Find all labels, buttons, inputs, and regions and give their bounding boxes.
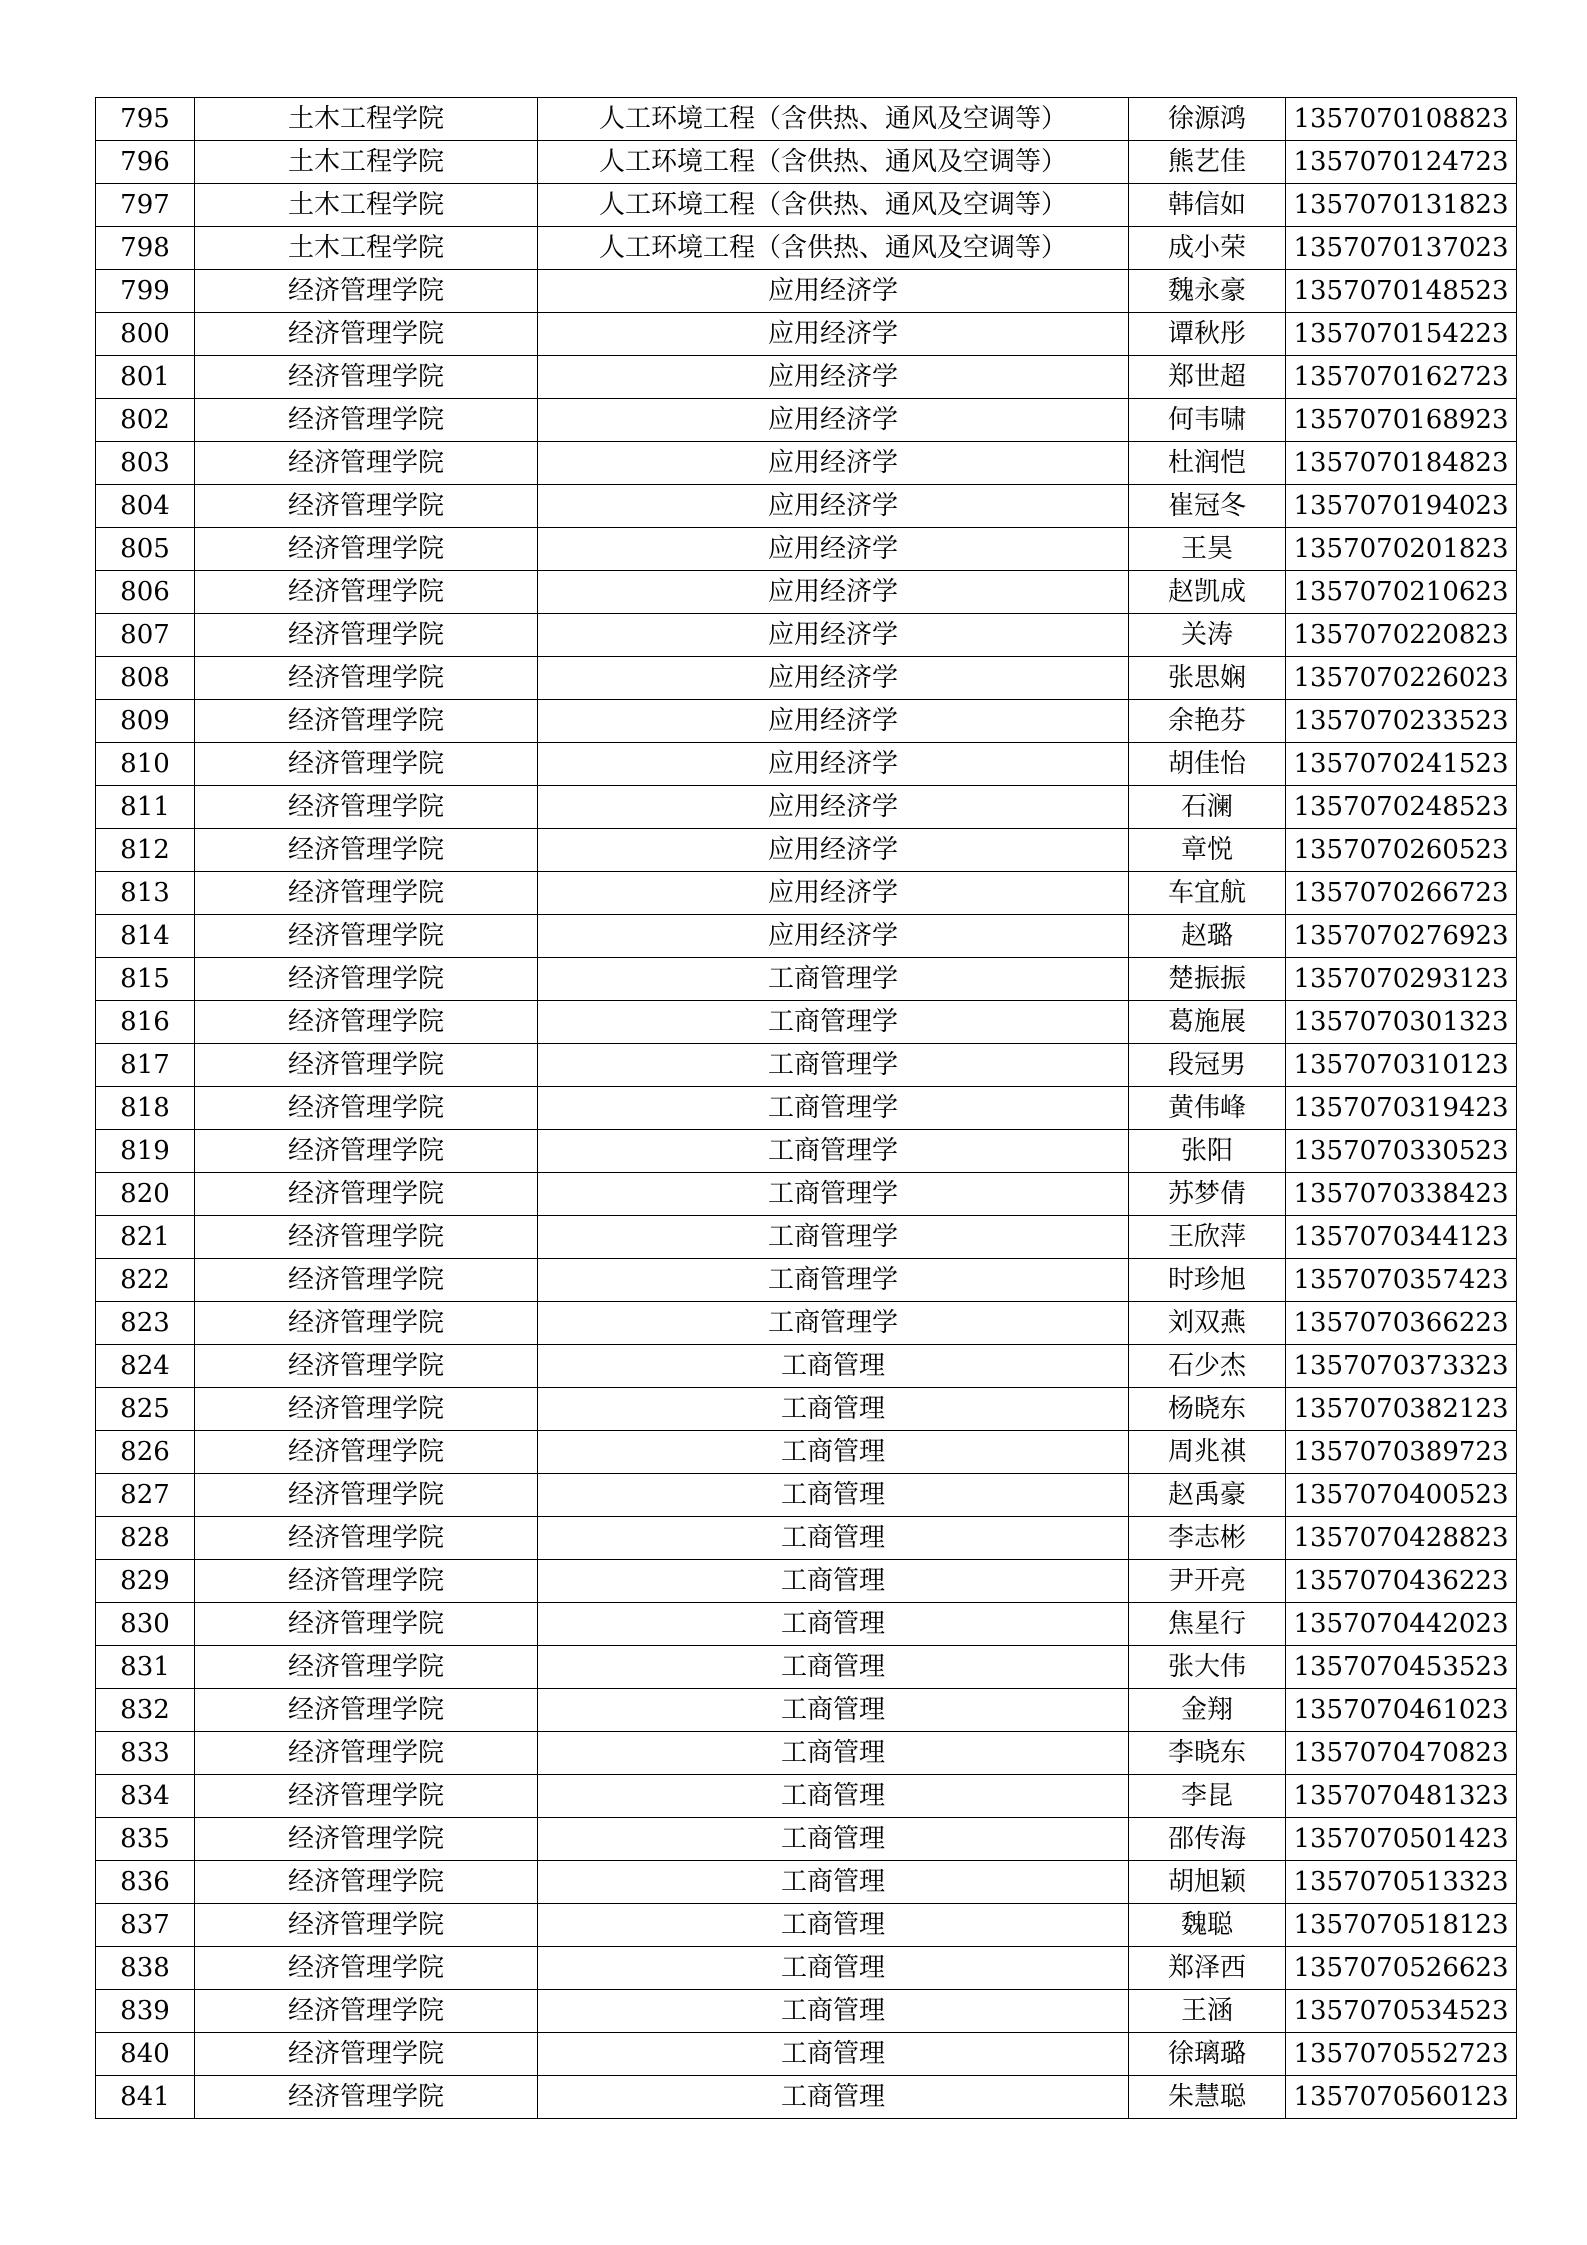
student-name-cell: 徐源鸿	[1129, 98, 1286, 141]
table-row	[96, 1775, 1517, 1818]
exam-number-cell: 1357070248523	[1286, 786, 1517, 829]
major-cell: 工商管理	[538, 2033, 1129, 2076]
row-number-cell: 802	[96, 399, 195, 442]
row-number-cell: 800	[96, 313, 195, 356]
table-row	[96, 2076, 1517, 2119]
exam-number-cell: 1357070310123	[1286, 1044, 1517, 1087]
college-cell: 经济管理学院	[195, 1302, 538, 1345]
row-number-cell: 808	[96, 657, 195, 700]
exam-number-cell: 1357070470823	[1286, 1732, 1517, 1775]
table-row	[96, 1259, 1517, 1302]
exam-number-cell: 1357070226023	[1286, 657, 1517, 700]
table-row	[96, 700, 1517, 743]
table-row	[96, 657, 1517, 700]
table-row	[96, 1517, 1517, 1560]
row-number-cell: 823	[96, 1302, 195, 1345]
table-row	[96, 1001, 1517, 1044]
row-number-cell: 820	[96, 1173, 195, 1216]
row-number-cell: 832	[96, 1689, 195, 1732]
major-cell: 人工环境工程（含供热、通风及空调等）	[538, 141, 1129, 184]
major-cell: 工商管理	[538, 1388, 1129, 1431]
major-cell: 应用经济学	[538, 700, 1129, 743]
major-cell: 工商管理学	[538, 1173, 1129, 1216]
row-number-cell: 796	[96, 141, 195, 184]
exam-number-cell: 1357070184823	[1286, 442, 1517, 485]
table-row	[96, 1732, 1517, 1775]
student-name-cell: 李志彬	[1129, 1517, 1286, 1560]
table-row	[96, 872, 1517, 915]
table-row	[96, 1990, 1517, 2033]
student-name-cell: 黄伟峰	[1129, 1087, 1286, 1130]
row-number-cell: 809	[96, 700, 195, 743]
exam-number-cell: 1357070400523	[1286, 1474, 1517, 1517]
exam-number-cell: 1357070131823	[1286, 184, 1517, 227]
major-cell: 应用经济学	[538, 270, 1129, 313]
row-number-cell: 798	[96, 227, 195, 270]
row-number-cell: 833	[96, 1732, 195, 1775]
major-cell: 工商管理	[538, 1947, 1129, 1990]
row-number-cell: 837	[96, 1904, 195, 1947]
student-name-cell: 段冠男	[1129, 1044, 1286, 1087]
major-cell: 应用经济学	[538, 786, 1129, 829]
table-row	[96, 1603, 1517, 1646]
table-row	[96, 1044, 1517, 1087]
row-number-cell: 830	[96, 1603, 195, 1646]
major-cell: 应用经济学	[538, 356, 1129, 399]
college-cell: 经济管理学院	[195, 1474, 538, 1517]
college-cell: 经济管理学院	[195, 1345, 538, 1388]
college-cell: 经济管理学院	[195, 1775, 538, 1818]
row-number-cell: 803	[96, 442, 195, 485]
student-name-cell: 徐璃璐	[1129, 2033, 1286, 2076]
table-row	[96, 958, 1517, 1001]
college-cell: 经济管理学院	[195, 1216, 538, 1259]
major-cell: 应用经济学	[538, 915, 1129, 958]
major-cell: 工商管理	[538, 1775, 1129, 1818]
student-name-cell: 成小荣	[1129, 227, 1286, 270]
college-cell: 经济管理学院	[195, 1818, 538, 1861]
table-row	[96, 614, 1517, 657]
row-number-cell: 815	[96, 958, 195, 1001]
exam-number-cell: 1357070148523	[1286, 270, 1517, 313]
row-number-cell: 831	[96, 1646, 195, 1689]
student-name-cell: 刘双燕	[1129, 1302, 1286, 1345]
exam-number-cell: 1357070436223	[1286, 1560, 1517, 1603]
college-cell: 经济管理学院	[195, 1646, 538, 1689]
student-name-cell: 赵璐	[1129, 915, 1286, 958]
college-cell: 经济管理学院	[195, 657, 538, 700]
exam-number-cell: 1357070124723	[1286, 141, 1517, 184]
college-cell: 经济管理学院	[195, 571, 538, 614]
student-name-cell: 章悦	[1129, 829, 1286, 872]
row-number-cell: 818	[96, 1087, 195, 1130]
student-name-cell: 赵禹豪	[1129, 1474, 1286, 1517]
student-name-cell: 赵凯成	[1129, 571, 1286, 614]
exam-number-cell: 1357070552723	[1286, 2033, 1517, 2076]
row-number-cell: 834	[96, 1775, 195, 1818]
college-cell: 经济管理学院	[195, 485, 538, 528]
exam-number-cell: 1357070108823	[1286, 98, 1517, 141]
college-cell: 经济管理学院	[195, 1130, 538, 1173]
major-cell: 应用经济学	[538, 872, 1129, 915]
exam-number-cell: 1357070481323	[1286, 1775, 1517, 1818]
student-name-cell: 金翔	[1129, 1689, 1286, 1732]
major-cell: 工商管理学	[538, 1130, 1129, 1173]
table-row	[96, 829, 1517, 872]
student-name-cell: 张思娴	[1129, 657, 1286, 700]
major-cell: 应用经济学	[538, 743, 1129, 786]
exam-number-cell: 1357070518123	[1286, 1904, 1517, 1947]
table-row	[96, 1388, 1517, 1431]
table-row	[96, 528, 1517, 571]
student-name-cell: 张阳	[1129, 1130, 1286, 1173]
table-row	[96, 2033, 1517, 2076]
major-cell: 工商管理学	[538, 1302, 1129, 1345]
student-name-cell: 车宜航	[1129, 872, 1286, 915]
table-row	[96, 1646, 1517, 1689]
table-row	[96, 141, 1517, 184]
major-cell: 工商管理学	[538, 1087, 1129, 1130]
student-name-cell: 楚振振	[1129, 958, 1286, 1001]
table-row	[96, 1947, 1517, 1990]
exam-number-cell: 1357070453523	[1286, 1646, 1517, 1689]
college-cell: 土木工程学院	[195, 184, 538, 227]
major-cell: 应用经济学	[538, 829, 1129, 872]
college-cell: 经济管理学院	[195, 528, 538, 571]
major-cell: 工商管理	[538, 2076, 1129, 2119]
exam-number-cell: 1357070373323	[1286, 1345, 1517, 1388]
student-name-cell: 关涛	[1129, 614, 1286, 657]
row-number-cell: 799	[96, 270, 195, 313]
student-name-cell: 王涵	[1129, 1990, 1286, 2033]
college-cell: 经济管理学院	[195, 1603, 538, 1646]
major-cell: 工商管理学	[538, 958, 1129, 1001]
exam-number-cell: 1357070168923	[1286, 399, 1517, 442]
student-name-cell: 韩信如	[1129, 184, 1286, 227]
exam-number-cell: 1357070319423	[1286, 1087, 1517, 1130]
college-cell: 经济管理学院	[195, 1173, 538, 1216]
student-name-cell: 焦星行	[1129, 1603, 1286, 1646]
admission-list-table	[95, 97, 1517, 2119]
exam-number-cell: 1357070534523	[1286, 1990, 1517, 2033]
major-cell: 工商管理	[538, 1560, 1129, 1603]
major-cell: 工商管理	[538, 1603, 1129, 1646]
exam-number-cell: 1357070461023	[1286, 1689, 1517, 1732]
table-row	[96, 1818, 1517, 1861]
college-cell: 经济管理学院	[195, 1947, 538, 1990]
row-number-cell: 841	[96, 2076, 195, 2119]
student-name-cell: 尹开亮	[1129, 1560, 1286, 1603]
college-cell: 经济管理学院	[195, 700, 538, 743]
student-name-cell: 朱慧聪	[1129, 2076, 1286, 2119]
major-cell: 工商管理学	[538, 1044, 1129, 1087]
major-cell: 应用经济学	[538, 313, 1129, 356]
row-number-cell: 806	[96, 571, 195, 614]
exam-number-cell: 1357070201823	[1286, 528, 1517, 571]
row-number-cell: 814	[96, 915, 195, 958]
college-cell: 经济管理学院	[195, 356, 538, 399]
college-cell: 经济管理学院	[195, 1861, 538, 1904]
table-row	[96, 1861, 1517, 1904]
row-number-cell: 805	[96, 528, 195, 571]
student-name-cell: 李晓东	[1129, 1732, 1286, 1775]
college-cell: 经济管理学院	[195, 1431, 538, 1474]
row-number-cell: 827	[96, 1474, 195, 1517]
row-number-cell: 795	[96, 98, 195, 141]
row-number-cell: 819	[96, 1130, 195, 1173]
table-row	[96, 1560, 1517, 1603]
row-number-cell: 807	[96, 614, 195, 657]
major-cell: 人工环境工程（含供热、通风及空调等）	[538, 227, 1129, 270]
major-cell: 应用经济学	[538, 657, 1129, 700]
college-cell: 经济管理学院	[195, 2033, 538, 2076]
student-name-cell: 李昆	[1129, 1775, 1286, 1818]
college-cell: 经济管理学院	[195, 1044, 538, 1087]
table-row	[96, 270, 1517, 313]
table-row	[96, 356, 1517, 399]
college-cell: 经济管理学院	[195, 1388, 538, 1431]
table-row	[96, 399, 1517, 442]
table-row	[96, 1173, 1517, 1216]
exam-number-cell: 1357070501423	[1286, 1818, 1517, 1861]
row-number-cell: 810	[96, 743, 195, 786]
exam-number-cell: 1357070526623	[1286, 1947, 1517, 1990]
college-cell: 土木工程学院	[195, 227, 538, 270]
exam-number-cell: 1357070357423	[1286, 1259, 1517, 1302]
exam-number-cell: 1357070330523	[1286, 1130, 1517, 1173]
student-name-cell: 杨晓东	[1129, 1388, 1286, 1431]
exam-number-cell: 1357070276923	[1286, 915, 1517, 958]
exam-number-cell: 1357070382123	[1286, 1388, 1517, 1431]
exam-number-cell: 1357070162723	[1286, 356, 1517, 399]
table-row	[96, 1904, 1517, 1947]
student-name-cell: 魏永豪	[1129, 270, 1286, 313]
student-name-cell: 何韦啸	[1129, 399, 1286, 442]
major-cell: 应用经济学	[538, 442, 1129, 485]
exam-number-cell: 1357070194023	[1286, 485, 1517, 528]
major-cell: 工商管理	[538, 1904, 1129, 1947]
row-number-cell: 822	[96, 1259, 195, 1302]
major-cell: 工商管理学	[538, 1001, 1129, 1044]
exam-number-cell: 1357070293123	[1286, 958, 1517, 1001]
row-number-cell: 825	[96, 1388, 195, 1431]
row-number-cell: 836	[96, 1861, 195, 1904]
major-cell: 应用经济学	[538, 528, 1129, 571]
table-row	[96, 743, 1517, 786]
exam-number-cell: 1357070389723	[1286, 1431, 1517, 1474]
row-number-cell: 812	[96, 829, 195, 872]
college-cell: 经济管理学院	[195, 442, 538, 485]
row-number-cell: 839	[96, 1990, 195, 2033]
row-number-cell: 840	[96, 2033, 195, 2076]
major-cell: 工商管理	[538, 1990, 1129, 2033]
student-name-cell: 余艳芬	[1129, 700, 1286, 743]
major-cell: 工商管理	[538, 1431, 1129, 1474]
major-cell: 应用经济学	[538, 614, 1129, 657]
table-row	[96, 1474, 1517, 1517]
exam-number-cell: 1357070233523	[1286, 700, 1517, 743]
college-cell: 经济管理学院	[195, 829, 538, 872]
exam-number-cell: 1357070513323	[1286, 1861, 1517, 1904]
major-cell: 应用经济学	[538, 485, 1129, 528]
student-name-cell: 郑世超	[1129, 356, 1286, 399]
row-number-cell: 835	[96, 1818, 195, 1861]
exam-number-cell: 1357070266723	[1286, 872, 1517, 915]
row-number-cell: 824	[96, 1345, 195, 1388]
exam-number-cell: 1357070428823	[1286, 1517, 1517, 1560]
student-name-cell: 胡旭颖	[1129, 1861, 1286, 1904]
table-row	[96, 1431, 1517, 1474]
college-cell: 经济管理学院	[195, 786, 538, 829]
student-name-cell: 王欣萍	[1129, 1216, 1286, 1259]
major-cell: 工商管理学	[538, 1216, 1129, 1259]
exam-number-cell: 1357070137023	[1286, 227, 1517, 270]
major-cell: 应用经济学	[538, 571, 1129, 614]
student-name-cell: 胡佳怡	[1129, 743, 1286, 786]
table-row	[96, 1216, 1517, 1259]
college-cell: 经济管理学院	[195, 958, 538, 1001]
table-row	[96, 786, 1517, 829]
college-cell: 经济管理学院	[195, 915, 538, 958]
major-cell: 人工环境工程（含供热、通风及空调等）	[538, 184, 1129, 227]
exam-number-cell: 1357070442023	[1286, 1603, 1517, 1646]
table-row	[96, 1087, 1517, 1130]
student-name-cell: 王昊	[1129, 528, 1286, 571]
major-cell: 工商管理	[538, 1517, 1129, 1560]
student-name-cell: 熊艺佳	[1129, 141, 1286, 184]
row-number-cell: 804	[96, 485, 195, 528]
college-cell: 经济管理学院	[195, 313, 538, 356]
college-cell: 经济管理学院	[195, 2076, 538, 2119]
student-name-cell: 石少杰	[1129, 1345, 1286, 1388]
table-row	[96, 1689, 1517, 1732]
table-row	[96, 485, 1517, 528]
college-cell: 经济管理学院	[195, 1259, 538, 1302]
exam-number-cell: 1357070260523	[1286, 829, 1517, 872]
table-row	[96, 184, 1517, 227]
student-name-cell: 苏梦倩	[1129, 1173, 1286, 1216]
table-row	[96, 571, 1517, 614]
exam-number-cell: 1357070301323	[1286, 1001, 1517, 1044]
table-row	[96, 1130, 1517, 1173]
student-name-cell: 葛施展	[1129, 1001, 1286, 1044]
major-cell: 工商管理	[538, 1345, 1129, 1388]
table-body	[96, 98, 1517, 2119]
row-number-cell: 828	[96, 1517, 195, 1560]
major-cell: 工商管理	[538, 1474, 1129, 1517]
table-row	[96, 915, 1517, 958]
row-number-cell: 811	[96, 786, 195, 829]
table-row	[96, 227, 1517, 270]
college-cell: 经济管理学院	[195, 1560, 538, 1603]
student-name-cell: 魏聪	[1129, 1904, 1286, 1947]
exam-number-cell: 1357070366223	[1286, 1302, 1517, 1345]
student-name-cell: 郑泽西	[1129, 1947, 1286, 1990]
college-cell: 经济管理学院	[195, 270, 538, 313]
college-cell: 土木工程学院	[195, 98, 538, 141]
college-cell: 经济管理学院	[195, 399, 538, 442]
college-cell: 土木工程学院	[195, 141, 538, 184]
student-name-cell: 邵传海	[1129, 1818, 1286, 1861]
table-row	[96, 442, 1517, 485]
major-cell: 工商管理	[538, 1689, 1129, 1732]
major-cell: 工商管理	[538, 1646, 1129, 1689]
major-cell: 工商管理	[538, 1861, 1129, 1904]
exam-number-cell: 1357070241523	[1286, 743, 1517, 786]
major-cell: 工商管理	[538, 1732, 1129, 1775]
student-name-cell: 张大伟	[1129, 1646, 1286, 1689]
student-name-cell: 杜润恺	[1129, 442, 1286, 485]
row-number-cell: 801	[96, 356, 195, 399]
college-cell: 经济管理学院	[195, 614, 538, 657]
student-name-cell: 周兆祺	[1129, 1431, 1286, 1474]
row-number-cell: 817	[96, 1044, 195, 1087]
college-cell: 经济管理学院	[195, 1990, 538, 2033]
major-cell: 工商管理	[538, 1818, 1129, 1861]
table-row	[96, 313, 1517, 356]
row-number-cell: 838	[96, 1947, 195, 1990]
row-number-cell: 821	[96, 1216, 195, 1259]
college-cell: 经济管理学院	[195, 872, 538, 915]
row-number-cell: 813	[96, 872, 195, 915]
college-cell: 经济管理学院	[195, 1517, 538, 1560]
row-number-cell: 797	[96, 184, 195, 227]
exam-number-cell: 1357070338423	[1286, 1173, 1517, 1216]
college-cell: 经济管理学院	[195, 1087, 538, 1130]
student-name-cell: 谭秋彤	[1129, 313, 1286, 356]
table-row	[96, 1302, 1517, 1345]
exam-number-cell: 1357070560123	[1286, 2076, 1517, 2119]
exam-number-cell: 1357070344123	[1286, 1216, 1517, 1259]
college-cell: 经济管理学院	[195, 1689, 538, 1732]
row-number-cell: 829	[96, 1560, 195, 1603]
exam-number-cell: 1357070210623	[1286, 571, 1517, 614]
table-row	[96, 1345, 1517, 1388]
row-number-cell: 816	[96, 1001, 195, 1044]
major-cell: 人工环境工程（含供热、通风及空调等）	[538, 98, 1129, 141]
college-cell: 经济管理学院	[195, 743, 538, 786]
exam-number-cell: 1357070220823	[1286, 614, 1517, 657]
exam-number-cell: 1357070154223	[1286, 313, 1517, 356]
college-cell: 经济管理学院	[195, 1732, 538, 1775]
table-row	[96, 98, 1517, 141]
college-cell: 经济管理学院	[195, 1904, 538, 1947]
student-name-cell: 石澜	[1129, 786, 1286, 829]
college-cell: 经济管理学院	[195, 1001, 538, 1044]
major-cell: 应用经济学	[538, 399, 1129, 442]
student-name-cell: 时珍旭	[1129, 1259, 1286, 1302]
major-cell: 工商管理学	[538, 1259, 1129, 1302]
row-number-cell: 826	[96, 1431, 195, 1474]
student-name-cell: 崔冠冬	[1129, 485, 1286, 528]
